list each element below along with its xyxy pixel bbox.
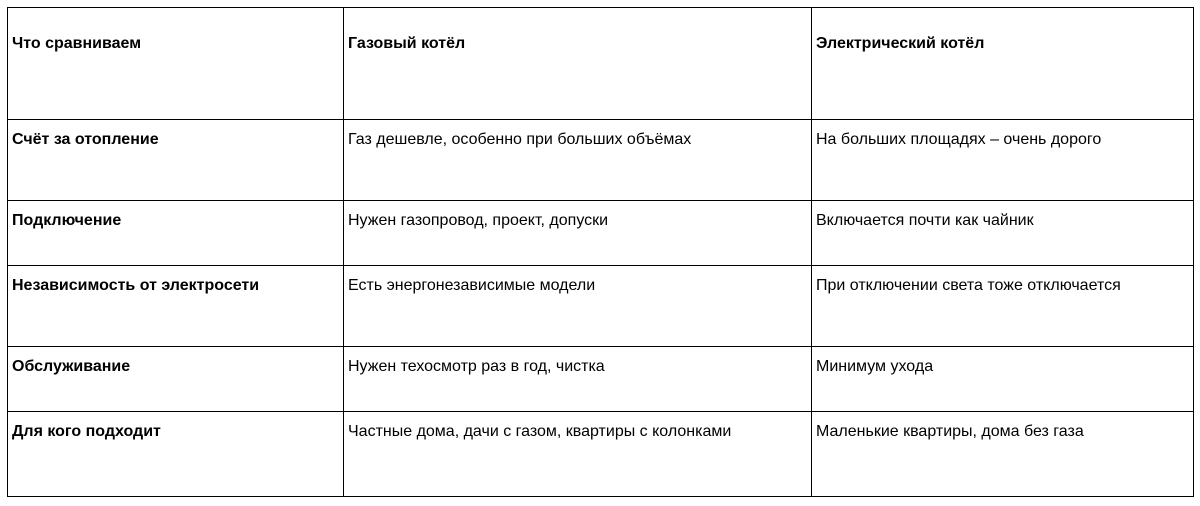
header-criterion: Что сравниваем (8, 8, 344, 120)
row-electric-cell: На больших площадях – очень дорого (812, 120, 1194, 201)
row-criterion: Счёт за отопление (8, 120, 344, 201)
comparison-table (7, 7, 1194, 497)
row-electric-cell: Маленькие квартиры, дома без газа (812, 412, 1194, 497)
row-electric-cell: Включается почти как чайник (812, 201, 1194, 266)
row-electric-cell: При отключении света тоже отключается (812, 266, 1194, 347)
table-row (8, 201, 1194, 266)
row-gas-cell: Частные дома, дачи с газом, квартиры с колонками (344, 412, 812, 497)
row-gas-cell: Нужен газопровод, проект, допуски (344, 201, 812, 266)
table-row (8, 347, 1194, 412)
table-row (8, 412, 1194, 497)
row-gas-cell: Есть энергонезависимые модели (344, 266, 812, 347)
row-criterion: Обслуживание (8, 347, 344, 412)
row-criterion: Для кого подходит (8, 412, 344, 497)
header-electric-boiler: Электрический котёл (812, 8, 1194, 120)
row-gas-cell: Газ дешевле, особенно при больших объёмах (344, 120, 812, 201)
row-criterion: Независимость от электросети (8, 266, 344, 347)
table-header-row (8, 8, 1194, 120)
table-row (8, 120, 1194, 201)
row-gas-cell: Нужен техосмотр раз в год, чистка (344, 347, 812, 412)
table-row (8, 266, 1194, 347)
row-criterion: Подключение (8, 201, 344, 266)
row-electric-cell: Минимум ухода (812, 347, 1194, 412)
header-gas-boiler: Газовый котёл (344, 8, 812, 120)
